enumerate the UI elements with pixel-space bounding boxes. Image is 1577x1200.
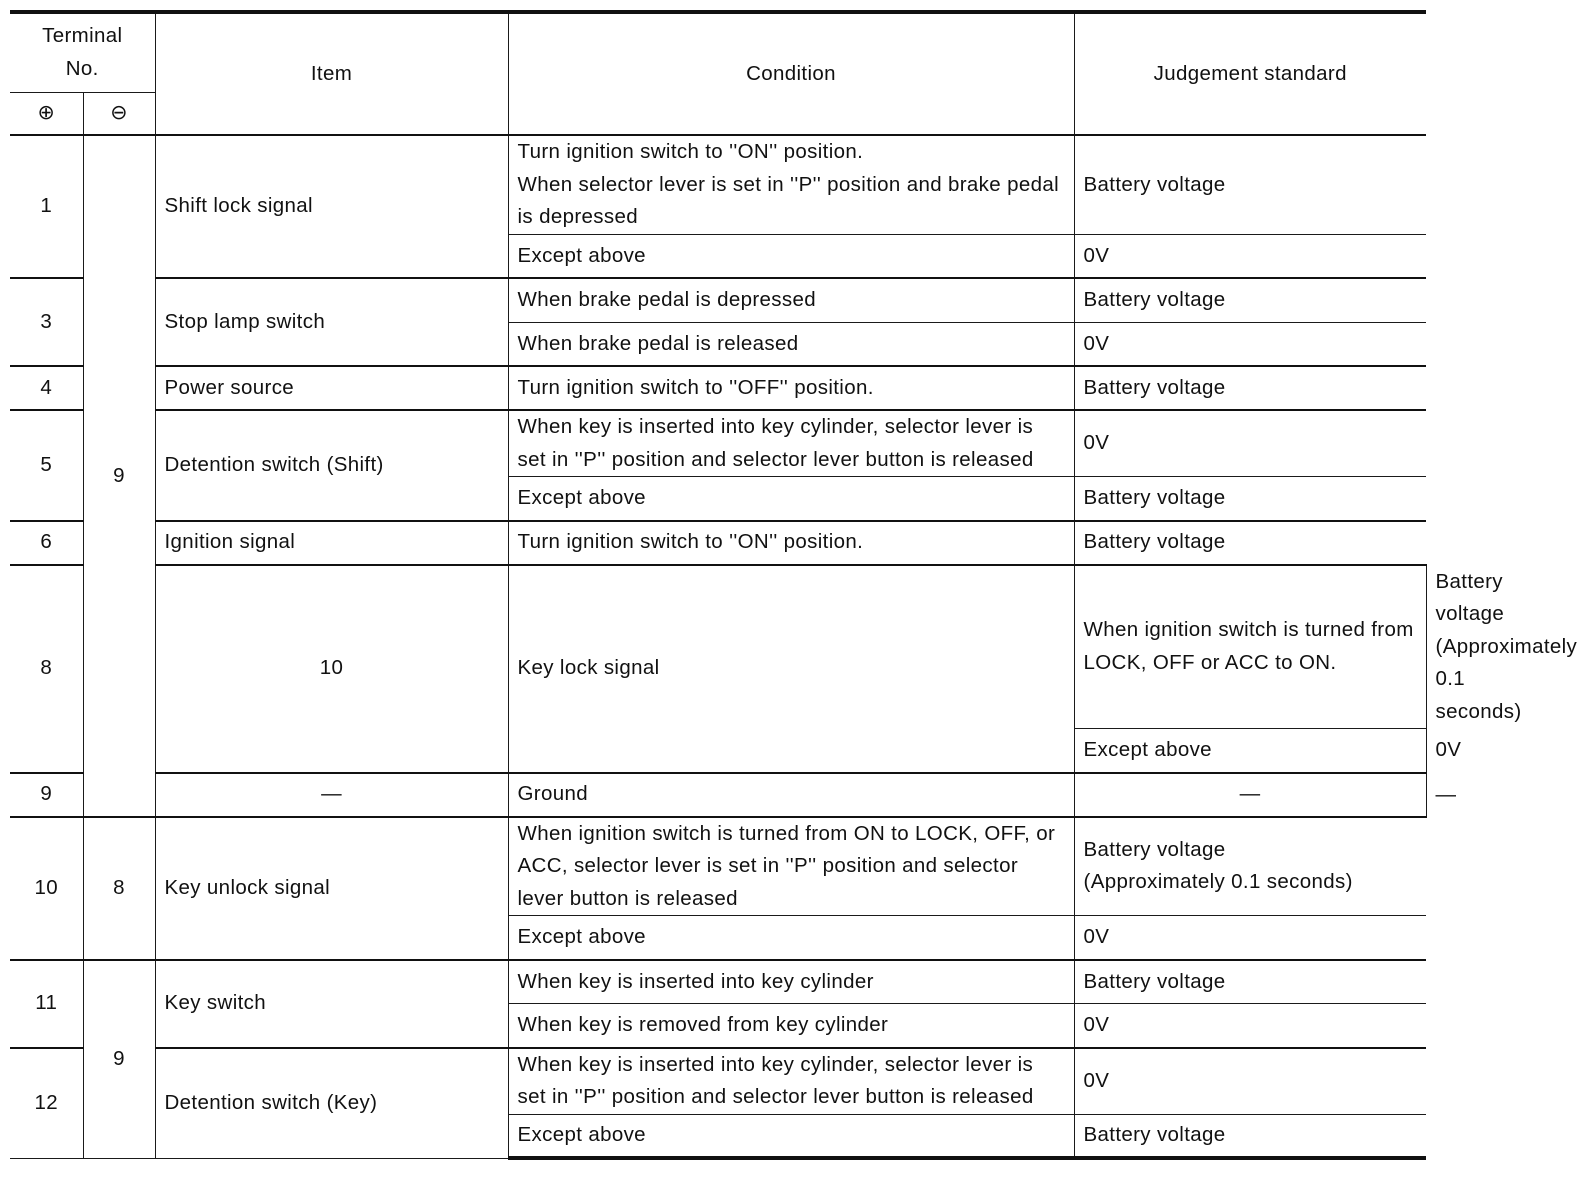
condition-text: When brake pedal is released bbox=[508, 322, 1074, 366]
plus-terminal: 12 bbox=[10, 1048, 83, 1159]
table-row: 9 — Ground — — bbox=[10, 773, 1426, 817]
condition-text: Except above bbox=[508, 477, 1074, 521]
table-row bbox=[10, 135, 1426, 234]
judgement-text: Battery voltage bbox=[1074, 1114, 1426, 1158]
condition-text: When ignition switch is turned from ON to LOCK, OFF, or ACC, selector lever is set in ''P'' position and selector lever button is released bbox=[508, 817, 1074, 916]
judgement-text: 0V bbox=[1074, 234, 1426, 278]
header-judgement-standard: Judgement standard bbox=[1074, 12, 1426, 135]
table-row bbox=[10, 817, 1426, 916]
condition-text: When key is inserted into key cylinder bbox=[508, 960, 1074, 1004]
terminal-spec-table bbox=[10, 10, 1577, 1160]
plus-terminal: 1 bbox=[10, 135, 83, 278]
table-row bbox=[10, 366, 1426, 410]
table-row: 8 10 Key lock signal When ignition switch is turned from LOCK, OFF or ACC to ON. Battery voltage (Approximately 0.1 seconds) bbox=[10, 565, 1426, 729]
plus-terminal: 9 bbox=[10, 773, 83, 817]
header-terminal-line2: No. bbox=[65, 56, 99, 80]
condition-text: Except above bbox=[508, 1114, 1074, 1158]
table-row bbox=[10, 521, 1426, 565]
plus-terminal: 3 bbox=[10, 278, 83, 366]
header-item: Item bbox=[155, 12, 508, 135]
judgement-text: Battery voltage bbox=[1074, 366, 1426, 410]
minus-terminal: 9 bbox=[83, 135, 155, 817]
condition-text: — bbox=[1074, 773, 1426, 817]
plus-terminal: 10 bbox=[10, 817, 83, 960]
judgement-text: 0V bbox=[1074, 322, 1426, 366]
item-label: Key switch bbox=[155, 960, 508, 1048]
judgement-text: 0V bbox=[1074, 1004, 1426, 1048]
condition-text: Turn ignition switch to ''ON'' position. When selector lever is set in ''P'' position and brake pedal is depressed bbox=[508, 135, 1074, 234]
item-label: Detention switch (Key) bbox=[155, 1048, 508, 1159]
minus-terminal: 10 bbox=[155, 565, 508, 773]
judgement-text: Battery voltage bbox=[1074, 135, 1426, 234]
condition-text: Except above bbox=[508, 916, 1074, 960]
condition-text: Turn ignition switch to ''OFF'' position. bbox=[508, 366, 1074, 410]
minus-terminal: 8 bbox=[83, 817, 155, 960]
plus-terminal: 8 bbox=[10, 565, 83, 773]
minus-terminal: 9 bbox=[83, 960, 155, 1159]
item-label: Ignition signal bbox=[155, 521, 508, 565]
table-row bbox=[10, 410, 1426, 477]
header-terminal-line1: Terminal bbox=[42, 24, 123, 48]
header-terminal-no bbox=[10, 12, 155, 92]
header-condition: Condition bbox=[508, 12, 1074, 135]
item-label: Stop lamp switch bbox=[155, 278, 508, 366]
condition-text: When key is inserted into key cylinder, selector lever is set in ''P'' position and selector lever button is released bbox=[508, 410, 1074, 477]
judgement-text: Battery voltage (Approximately 0.1 seconds) bbox=[1074, 817, 1426, 916]
plus-terminal: 6 bbox=[10, 521, 83, 565]
header-plus-terminal: ⊕ bbox=[10, 92, 83, 135]
item-label: Detention switch (Shift) bbox=[155, 410, 508, 521]
table-row bbox=[10, 1048, 1426, 1115]
judgement-text: 0V bbox=[1074, 1048, 1426, 1115]
plus-terminal: 5 bbox=[10, 410, 83, 521]
plus-terminal: 11 bbox=[10, 960, 83, 1048]
item-label: Key lock signal bbox=[508, 565, 1074, 773]
minus-terminal: — bbox=[155, 773, 508, 817]
table-row bbox=[10, 960, 1426, 1004]
item-label: Key unlock signal bbox=[155, 817, 508, 960]
table-row bbox=[10, 278, 1426, 322]
header-minus-terminal: ⊖ bbox=[83, 92, 155, 135]
judgement-text: Battery voltage bbox=[1074, 278, 1426, 322]
condition-text: When ignition switch is turned from LOCK, OFF or ACC to ON. bbox=[1074, 565, 1426, 729]
condition-text: Except above bbox=[1074, 729, 1426, 773]
condition-text: When brake pedal is depressed bbox=[508, 278, 1074, 322]
judgement-text: 0V bbox=[1074, 916, 1426, 960]
condition-text: Turn ignition switch to ''ON'' position. bbox=[508, 521, 1074, 565]
plus-terminal: 4 bbox=[10, 366, 83, 410]
condition-text: When key is inserted into key cylinder, selector lever is set in ''P'' position and selector lever button is released bbox=[508, 1048, 1074, 1115]
table-row: Except above 0V bbox=[10, 729, 1426, 773]
item-label: Power source bbox=[155, 366, 508, 410]
judgement-text: Battery voltage bbox=[1074, 960, 1426, 1004]
judgement-text: Battery voltage bbox=[1074, 477, 1426, 521]
judgement-text: 0V bbox=[1074, 410, 1426, 477]
condition-text: When key is removed from key cylinder bbox=[508, 1004, 1074, 1048]
condition-text: Except above bbox=[508, 234, 1074, 278]
item-label: Ground bbox=[508, 773, 1074, 817]
item-label: Shift lock signal bbox=[155, 135, 508, 278]
judgement-text: Battery voltage bbox=[1074, 521, 1426, 565]
